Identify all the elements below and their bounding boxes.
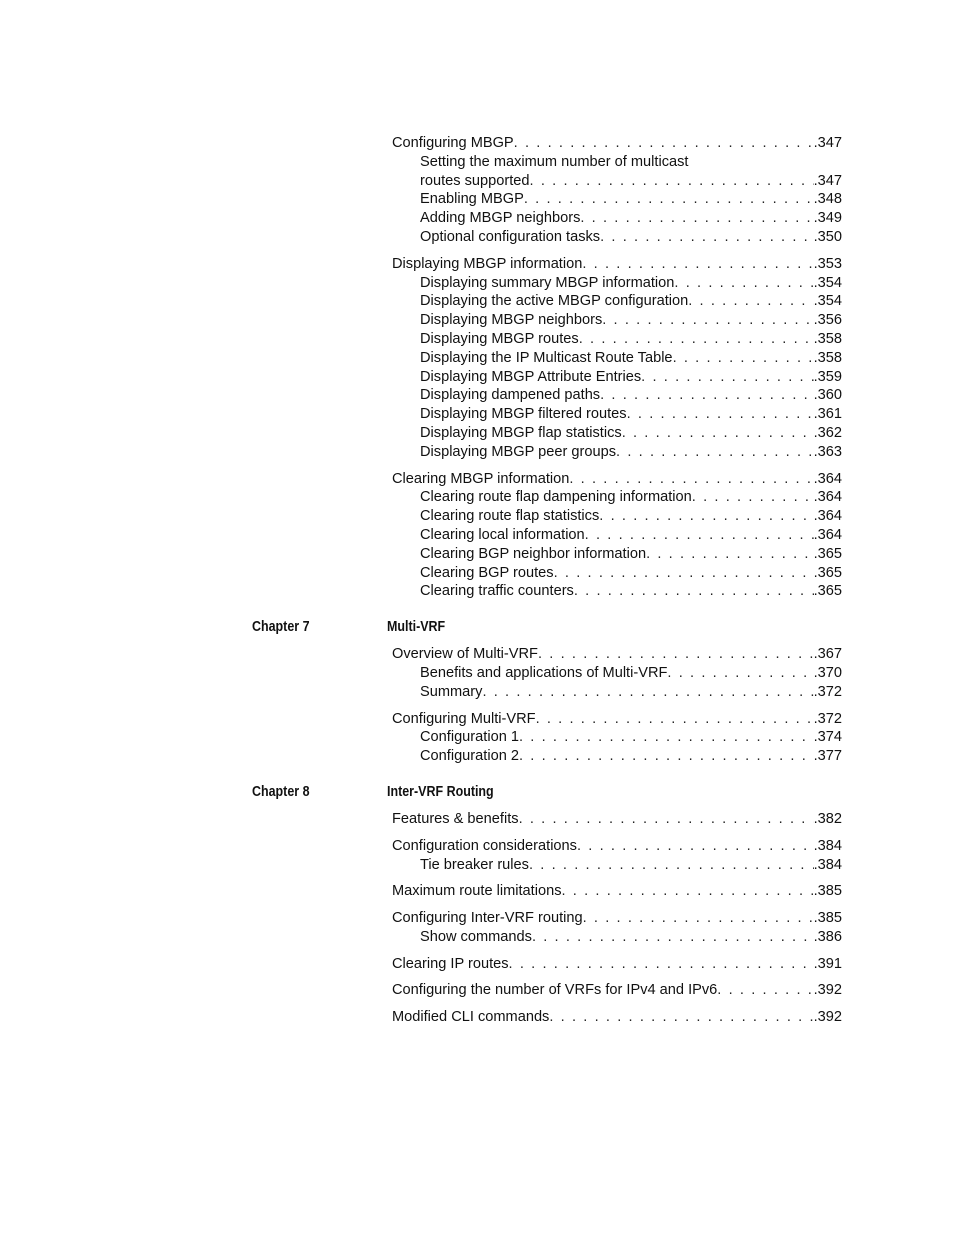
toc-page-number: .365 xyxy=(813,564,842,581)
toc-group xyxy=(0,955,954,974)
toc-page-number: .365 xyxy=(813,583,842,600)
toc-entry-title: Configuring Inter-VRF routing xyxy=(392,910,583,927)
toc-subentry[interactable] xyxy=(420,582,842,601)
toc-page-number: .374 xyxy=(813,729,842,746)
toc-group xyxy=(0,134,954,247)
toc-page-number: .354 xyxy=(813,293,842,310)
toc-entry-title: Clearing route flap dampening information xyxy=(420,489,692,506)
chapter-heading xyxy=(0,780,954,810)
toc-page-number: .384 xyxy=(813,856,842,873)
toc-entry-title: Overview of Multi-VRF xyxy=(392,646,538,663)
dot-leader xyxy=(538,645,814,664)
dot-leader xyxy=(692,488,814,507)
table-of-contents xyxy=(0,134,954,1035)
toc-group xyxy=(0,470,954,602)
toc-page-number: .392 xyxy=(813,982,842,999)
dot-leader xyxy=(585,526,814,545)
toc-entry-title: Configuring the number of VRFs for IPv4 and IPv6 xyxy=(392,982,718,999)
toc-entry-title: Optional configuration tasks xyxy=(420,228,601,245)
toc-entry-title: Displaying MBGP peer groups xyxy=(420,443,617,460)
toc-group xyxy=(0,1008,954,1027)
dot-leader xyxy=(519,810,814,829)
toc-entry-title: Displaying MBGP neighbors xyxy=(420,312,603,329)
toc-page-number: .347 xyxy=(813,172,842,189)
dot-leader xyxy=(530,172,814,191)
toc-page-number: .356 xyxy=(813,312,842,329)
toc-subentry[interactable] xyxy=(420,526,842,545)
toc-page-number: .350 xyxy=(813,228,842,245)
toc-subentry[interactable] xyxy=(420,386,842,405)
toc-entry-title: Benefits and applications of Multi-VRF xyxy=(420,664,668,681)
toc-page-number: .377 xyxy=(813,748,842,765)
toc-subentry[interactable] xyxy=(420,747,842,766)
toc-page-number: .359 xyxy=(813,368,842,385)
dot-leader xyxy=(673,349,814,368)
toc-subentry[interactable] xyxy=(420,856,842,875)
dot-leader xyxy=(627,405,814,424)
dot-leader xyxy=(529,856,814,875)
dot-leader xyxy=(509,955,814,974)
toc-group xyxy=(0,909,954,947)
toc-entry-title: Adding MBGP neighbors xyxy=(420,210,581,227)
toc-entry[interactable] xyxy=(392,955,842,974)
toc-entry-title: Displaying the IP Multicast Route Table xyxy=(420,349,673,366)
toc-page-number: .382 xyxy=(813,810,842,827)
toc-entry[interactable] xyxy=(392,837,842,856)
toc-subentry[interactable] xyxy=(420,405,842,424)
toc-entry-title: Clearing BGP neighbor information xyxy=(420,545,647,562)
toc-page-number: .354 xyxy=(813,274,842,291)
toc-subentry[interactable] xyxy=(420,683,842,702)
dot-leader xyxy=(688,292,813,311)
toc-subentry[interactable] xyxy=(420,330,842,349)
toc-group xyxy=(0,645,954,701)
toc-subentry[interactable] xyxy=(420,564,842,583)
toc-entry-title: Enabling MBGP xyxy=(420,191,524,208)
dot-leader xyxy=(622,424,814,443)
dot-leader xyxy=(580,209,813,228)
toc-page-number: .364 xyxy=(813,508,842,525)
toc-entry[interactable] xyxy=(392,710,842,729)
toc-subentry[interactable] xyxy=(420,368,842,387)
toc-entry-title: Displaying MBGP information xyxy=(392,255,583,272)
toc-entry-title: Summary xyxy=(420,683,483,700)
chapter-label: Chapter 8 xyxy=(252,783,310,800)
dot-leader xyxy=(562,882,814,901)
toc-group xyxy=(0,837,954,875)
dot-leader xyxy=(616,443,814,462)
toc-page-number: .370 xyxy=(813,664,842,681)
toc-page-number: .348 xyxy=(813,191,842,208)
toc-group xyxy=(0,810,954,829)
toc-page-number: .384 xyxy=(813,837,842,854)
toc-entry-title: Displaying dampened paths xyxy=(420,387,601,404)
dot-leader xyxy=(532,928,814,947)
toc-entry-title: routes supported xyxy=(420,172,530,189)
toc-subentry[interactable] xyxy=(420,488,842,507)
dot-leader xyxy=(536,710,814,729)
dot-leader xyxy=(600,386,813,405)
toc-page-number: .362 xyxy=(813,424,842,441)
toc-entry[interactable] xyxy=(392,470,842,489)
toc-entry[interactable] xyxy=(392,1008,842,1027)
toc-page-number: .364 xyxy=(813,470,842,487)
toc-page-number: .361 xyxy=(813,406,842,423)
toc-group xyxy=(0,882,954,901)
chapter-label: Chapter 7 xyxy=(252,619,310,636)
dot-leader xyxy=(583,909,814,928)
chapter-title: Inter-VRF Routing xyxy=(387,783,494,800)
toc-entry-title: Tie breaker rules xyxy=(420,856,529,873)
toc-entry[interactable] xyxy=(392,645,842,664)
toc-subentry[interactable] xyxy=(420,664,842,683)
toc-subentry[interactable] xyxy=(420,545,842,564)
toc-entry[interactable] xyxy=(392,981,842,1000)
toc-page-number: .365 xyxy=(813,545,842,562)
toc-entry[interactable] xyxy=(392,810,842,829)
dot-leader xyxy=(674,274,813,293)
toc-page-number: .392 xyxy=(813,1009,842,1026)
toc-entry-title: Maximum route limitations xyxy=(392,883,562,900)
dot-leader xyxy=(569,470,813,489)
toc-entry-title: Configuring Multi-VRF xyxy=(392,710,536,727)
dot-leader xyxy=(582,255,813,274)
toc-entry-title: Configuration 2 xyxy=(420,748,519,765)
toc-subentry[interactable] xyxy=(420,349,842,368)
toc-entry-title: Modified CLI commands xyxy=(392,1009,550,1026)
toc-entry-title: Configuration considerations xyxy=(392,837,577,854)
toc-entry-title: Configuring MBGP xyxy=(392,135,514,151)
toc-entry-title: Setting the maximum number of multicast xyxy=(420,153,689,170)
dot-leader xyxy=(602,311,813,330)
toc-entry-title: Clearing route flap statistics xyxy=(420,508,600,525)
toc-page-number: .391 xyxy=(813,955,842,972)
toc-entry-title: Displaying MBGP routes xyxy=(420,330,579,347)
toc-entry-title: Displaying MBGP flap statistics xyxy=(420,424,622,441)
toc-subentry[interactable] xyxy=(420,153,842,172)
toc-entry[interactable] xyxy=(392,134,842,153)
dot-leader xyxy=(717,981,813,1000)
dot-leader xyxy=(549,1008,813,1027)
toc-subentry[interactable] xyxy=(420,728,842,747)
toc-entry-title: Clearing local information xyxy=(420,526,585,543)
toc-page-number: .358 xyxy=(813,349,842,366)
toc-page-number: .372 xyxy=(813,710,842,727)
dot-leader xyxy=(579,330,814,349)
toc-page-number: .372 xyxy=(813,683,842,700)
toc-entry-title: Clearing BGP routes xyxy=(420,564,554,581)
chapter-title: Multi-VRF xyxy=(387,619,446,636)
dot-leader xyxy=(482,683,813,702)
toc-entry-title: Configuration 1 xyxy=(420,729,519,746)
toc-page-number: .367 xyxy=(813,646,842,663)
toc-entry[interactable] xyxy=(392,255,842,274)
toc-subentry[interactable] xyxy=(420,292,842,311)
dot-leader xyxy=(667,664,813,683)
toc-entry-title: Displaying MBGP filtered routes xyxy=(420,406,627,423)
dot-leader xyxy=(641,368,813,387)
toc-entry-title: Features & benefits xyxy=(392,810,519,827)
dot-leader xyxy=(519,728,814,747)
toc-entry[interactable] xyxy=(392,882,842,901)
toc-group xyxy=(0,255,954,462)
toc-page-number: .347 xyxy=(813,135,842,151)
toc-entry-title: Displaying summary MBGP information xyxy=(420,274,675,291)
toc-page-number: .358 xyxy=(813,330,842,347)
toc-page-number: .385 xyxy=(813,883,842,900)
toc-page-number: .386 xyxy=(813,928,842,945)
toc-subentry[interactable] xyxy=(420,311,842,330)
toc-page-number: .360 xyxy=(813,387,842,404)
toc-page-number: .385 xyxy=(813,910,842,927)
toc-entry-title: Clearing IP routes xyxy=(392,955,509,972)
dot-leader xyxy=(554,564,814,583)
dot-leader xyxy=(646,545,814,564)
toc-group xyxy=(0,710,954,766)
toc-page-number: .353 xyxy=(813,255,842,272)
dot-leader xyxy=(600,228,814,247)
toc-subentry[interactable] xyxy=(420,928,842,947)
toc-entry-title: Show commands xyxy=(420,928,532,945)
toc-entry-title: Clearing traffic counters xyxy=(420,583,574,600)
toc-group xyxy=(0,981,954,1000)
chapter-heading xyxy=(0,615,954,645)
toc-subentry[interactable] xyxy=(420,190,842,209)
toc-entry-title: Displaying the active MBGP configuration xyxy=(420,293,689,310)
dot-leader xyxy=(514,134,814,153)
toc-subentry[interactable] xyxy=(420,172,842,191)
toc-subentry[interactable] xyxy=(420,209,842,228)
dot-leader xyxy=(577,837,814,856)
toc-page-number: .349 xyxy=(813,210,842,227)
toc-subentry[interactable] xyxy=(420,274,842,293)
toc-subentry[interactable] xyxy=(420,443,842,462)
toc-page-number: .363 xyxy=(813,443,842,460)
dot-leader xyxy=(574,582,814,601)
dot-leader xyxy=(599,507,813,526)
toc-page-number: .364 xyxy=(813,526,842,543)
toc-entry[interactable] xyxy=(392,909,842,928)
toc-entry-title: Displaying MBGP Attribute Entries xyxy=(420,368,642,385)
toc-subentry[interactable] xyxy=(420,228,842,247)
toc-page-number: .364 xyxy=(813,489,842,506)
toc-subentry[interactable] xyxy=(420,507,842,526)
dot-leader xyxy=(519,747,814,766)
dot-leader xyxy=(524,190,814,209)
toc-entry-title: Clearing MBGP information xyxy=(392,470,570,487)
toc-subentry[interactable] xyxy=(420,424,842,443)
